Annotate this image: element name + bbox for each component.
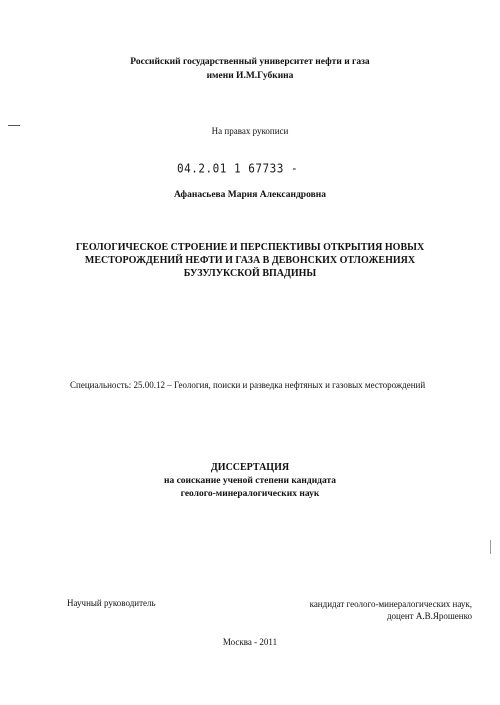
city-year: Москва - 2011 (222, 637, 278, 647)
thesis-heading: ДИССЕРТАЦИЯ (210, 462, 290, 473)
university-name: Российский государственный университет нефти и газа (130, 57, 370, 67)
university-header (0, 55, 500, 83)
author-name: Афанасьева Мария Александровна (174, 190, 326, 200)
title-line-3: БУЗУЛУКСКОЙ ВПАДИНЫ (183, 268, 317, 279)
thesis-degree (0, 475, 500, 501)
thesis-degree-line-2: геолого-минералогических наук (180, 489, 320, 499)
rights-note: На правах рукописи (211, 126, 289, 136)
stamp-code: 04.2.01 1 67733 - (177, 161, 299, 176)
university-named-after: имени И.М.Губкина (206, 71, 294, 81)
supervisor-name: доцент А.В.Ярошенко (386, 611, 472, 621)
specialty: Специальность: 25.00.12 – Геология, поиски и разведка нефтяных и газовых месторождений (70, 380, 426, 390)
dissertation-title (0, 241, 500, 280)
title-line-2: МЕСТОРОЖДЕНИЙ НЕФТИ И ГАЗА В ДЕВОНСКИХ ОТЛОЖЕНИЯХ (84, 255, 416, 266)
thesis-degree-line-1: на соискание ученой степени кандидата (163, 476, 337, 486)
supervisor-degree: кандидат геолого-минералогических наук, (309, 599, 472, 609)
supervisor-info (250, 598, 472, 622)
title-line-1: ГЕОЛОГИЧЕСКОЕ СТРОЕНИЕ И ПЕРСПЕКТИВЫ ОТКРЫТИЯ НОВЫХ (75, 242, 425, 253)
supervisor-label: Научный руководитель (67, 598, 156, 608)
scan-mark-right (490, 540, 491, 554)
